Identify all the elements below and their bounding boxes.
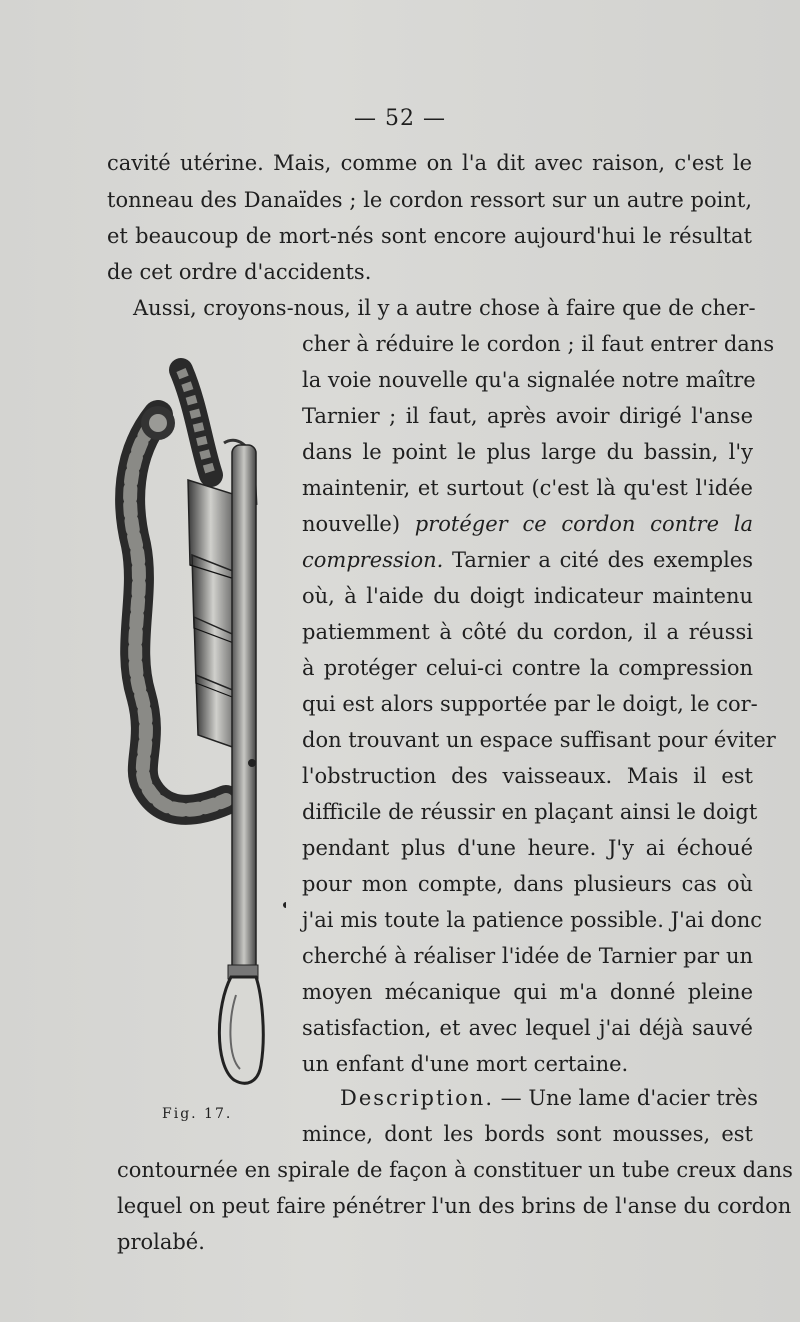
text-line: lequel on peut faire pénétrer l'un des brins de l'anse du cordon bbox=[117, 1194, 792, 1218]
text-line bbox=[302, 514, 753, 535]
text-line: moyen mécanique qui m'a donné pleine bbox=[302, 980, 753, 1004]
text-line: cher à réduire le cordon ; il faut entrer dans bbox=[302, 332, 775, 356]
text-line: prolabé. bbox=[117, 1230, 205, 1254]
section-heading: Description. bbox=[340, 1086, 494, 1110]
text-line: et beaucoup de mort-nés sont encore aujourd'hui le résultat bbox=[107, 224, 752, 248]
text-span: nouvelle) bbox=[302, 512, 415, 536]
text-line: tonneau des Danaïdes ; le cordon ressort sur un autre point, bbox=[107, 188, 752, 212]
text-line bbox=[340, 1086, 758, 1110]
text-line: j'ai mis toute la patience possible. J'ai donc bbox=[302, 908, 763, 932]
text-line: Tarnier ; il faut, après avoir dirigé l'anse bbox=[302, 404, 753, 428]
text-line: dans le point le plus large du bassin, l'y bbox=[302, 440, 753, 464]
text-line bbox=[302, 550, 753, 571]
text-line: pour mon compte, dans plusieurs cas où bbox=[302, 872, 753, 896]
text-line: qui est alors supportée par le doigt, le cor- bbox=[302, 692, 758, 716]
text-line: la voie nouvelle qu'a signalée notre maître bbox=[302, 368, 756, 392]
text-line: difficile de réussir en plaçant ainsi le doigt bbox=[302, 800, 758, 824]
text-span: — Une lame d'acier très bbox=[494, 1086, 758, 1110]
text-line: à protéger celui-ci contre la compression bbox=[302, 656, 753, 680]
figure-caption: Fig. 17. bbox=[162, 1106, 233, 1122]
text-line: satisfaction, et avec lequel j'ai déjà sauvé bbox=[302, 1016, 753, 1040]
text-line: patiemment à côté du cordon, il a réussi bbox=[302, 620, 753, 644]
text-line: don trouvant un espace suffisant pour éviter bbox=[302, 728, 776, 752]
text-line: de cet ordre d'accidents. bbox=[107, 260, 372, 284]
text-span: Tarnier a cité des exemples bbox=[443, 548, 753, 572]
page-number: — 52 — bbox=[354, 106, 446, 131]
text-line: contournée en spirale de façon à constituer un tube creux dans bbox=[117, 1158, 793, 1182]
italic-text: protéger ce cordon contre la bbox=[414, 512, 753, 536]
umbilical-cord-illustration bbox=[106, 345, 286, 1095]
text-line: cavité utérine. Mais, comme on l'a dit avec raison, c'est le bbox=[107, 151, 752, 175]
text-line: Aussi, croyons-nous, il y a autre chose à faire que de cher- bbox=[133, 296, 756, 320]
text-line: un enfant d'une mort certaine. bbox=[302, 1052, 629, 1076]
text-line: maintenir, et surtout (c'est là qu'est l'idée bbox=[302, 476, 753, 500]
italic-text: compression. bbox=[302, 548, 444, 572]
text-line: mince, dont les bords sont mousses, est bbox=[302, 1122, 753, 1146]
text-line: cherché à réaliser l'idée de Tarnier par un bbox=[302, 944, 753, 968]
text-line: où, à l'aide du doigt indicateur maintenu bbox=[302, 584, 753, 608]
text-line: pendant plus d'une heure. J'y ai échoué bbox=[302, 836, 753, 860]
text-line: l'obstruction des vaisseaux. Mais il est bbox=[302, 764, 753, 788]
